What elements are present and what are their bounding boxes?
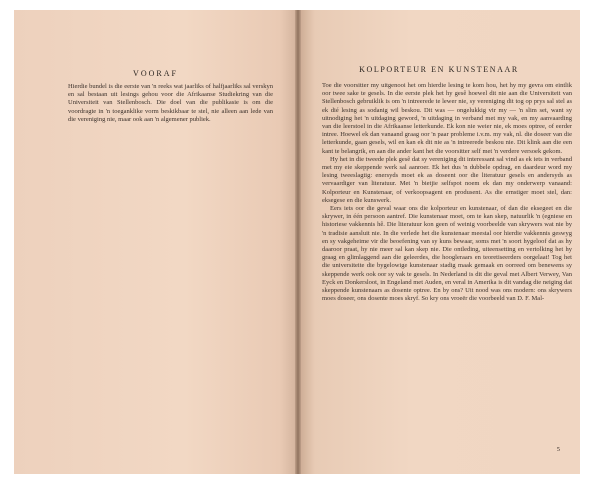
right-page <box>298 10 580 474</box>
left-paragraph-1: Hierdie bundel is die eerste van 'n reeks wat jaarliks of halfjaarliks sal verskyn en sal bestaan uit lesings gehou voor die Afrikaanse Studiekring van die Universiteit van Stellenbosch. Die doel van die publikasie is om die voordragte in 'n toeganklike vorm beskikbaar te stel, nie alleen aan lede van die vereniging nie, maar ook aan 'n algemener publiek. <box>68 83 273 123</box>
left-page-heading: VOORAF <box>133 69 178 78</box>
right-paragraph-3: Eers iets oor die geval waar ons die kolporteur en kunstenaar, of dan die eksegeet en die skrywer, in één persoon aantref. Die kunstenaar moet, om te kan skep, natuurlik 'n (egniese en historiese vakkennis hê. Die literatuur kon geen of weinig voorbeelde van skrywers wat nie by 'n tradisie aansluit nie. In die verlede het die kunstenaar meestal oor hierdie vakkennis geswyg en sy vakgeheime vir die beoefening van sy kuns bewaar, soms met 'n soort hygeloof dat as hy daaroor praat, hy nie meer sal kan skep nie. Die ontleding, uiteensetting en vertolking het hy graag en glimlaggend aan die geleerdes, die hoogleraars en teoretiseerders oorgelaat! Tog het die universiteite die bygelowige kunstenaar stadig maak gemaak en oorreed om benewens sy skeppende werk ook oor sy vak te gesels. In Nederland is dit die geval met Albert Verwey, Van Eyck en Donkersloot, in Engeland met Auden, en veral in Amerika is dit vandag die neiging dat skeppende kunstenaars as dosente optree. En by ons? Uit nood was ons modern: ons skrywers moes doseer, ons dosente moes skryf. So kry ons vroeër die voorbeeld van D. F. Mal- <box>322 205 572 303</box>
page-number: 5 <box>556 446 560 453</box>
book-spine <box>295 10 301 474</box>
left-page <box>14 10 297 474</box>
right-page-heading: KOLPORTEUR EN KUNSTENAAR <box>359 65 519 74</box>
right-paragraph-1: Toe die voorsitter my uitgenooi het om hierdie lesing te kom hou, het hy my gevra om eintlik oor twee sake te gesels. In die eerste plek het hy gesê hoewel dit nie aan die Universiteit van Stellenbosch gebruiklik is om 'n intreerede te lewer nie, sy vereniging dit tog op prys sal stel as ek dié lesing as sodanig wil beskou. Dit was — ongelukkig vir my — 'n slim set, want sy uitnodiging het 'n uitdaging geword, 'n uitdaging in verband met my vak, en my aanvaarding van die leerstoel in die Afrikaanse letterkunde. Ek kon nie weier nie, ek moes optree, of eerder intree. Hoewel ek dan vanaand graag oor 'n paar probleme i.v.m. my vak, nl. die doseer van die letterkunde, gaan gesels, wil en kan ek dit nie as 'n intreerede beskou nie. Dit klink aan die een kant te belangrik, en aan die ander kant het die voorsitter self met 'n verdere versoek gekom. <box>322 82 572 155</box>
right-paragraph-2: Hy het in die tweede plek gesê dat sy vereniging dit interessant sal vind as ek iets in verband met my eie skeppende werk sal aanroer. Ek het dus 'n dubbele opdrag, en daardeur word my lesing tweeslagtig: enersyds moet ek as doseent oor die literatuur gesels en andersyds as vervaardiger van literatuur. Met 'n bietjie selfspot noem ek dan my onderwerp vanaand: Kolporteur en Kunstenaar, of verkoopsagent en produsent. As die ernstiger moet stel, dan: eksegese en die kunswerk. <box>322 155 572 204</box>
left-page-body <box>68 83 273 124</box>
open-book <box>14 10 580 474</box>
right-page-body <box>322 82 572 303</box>
